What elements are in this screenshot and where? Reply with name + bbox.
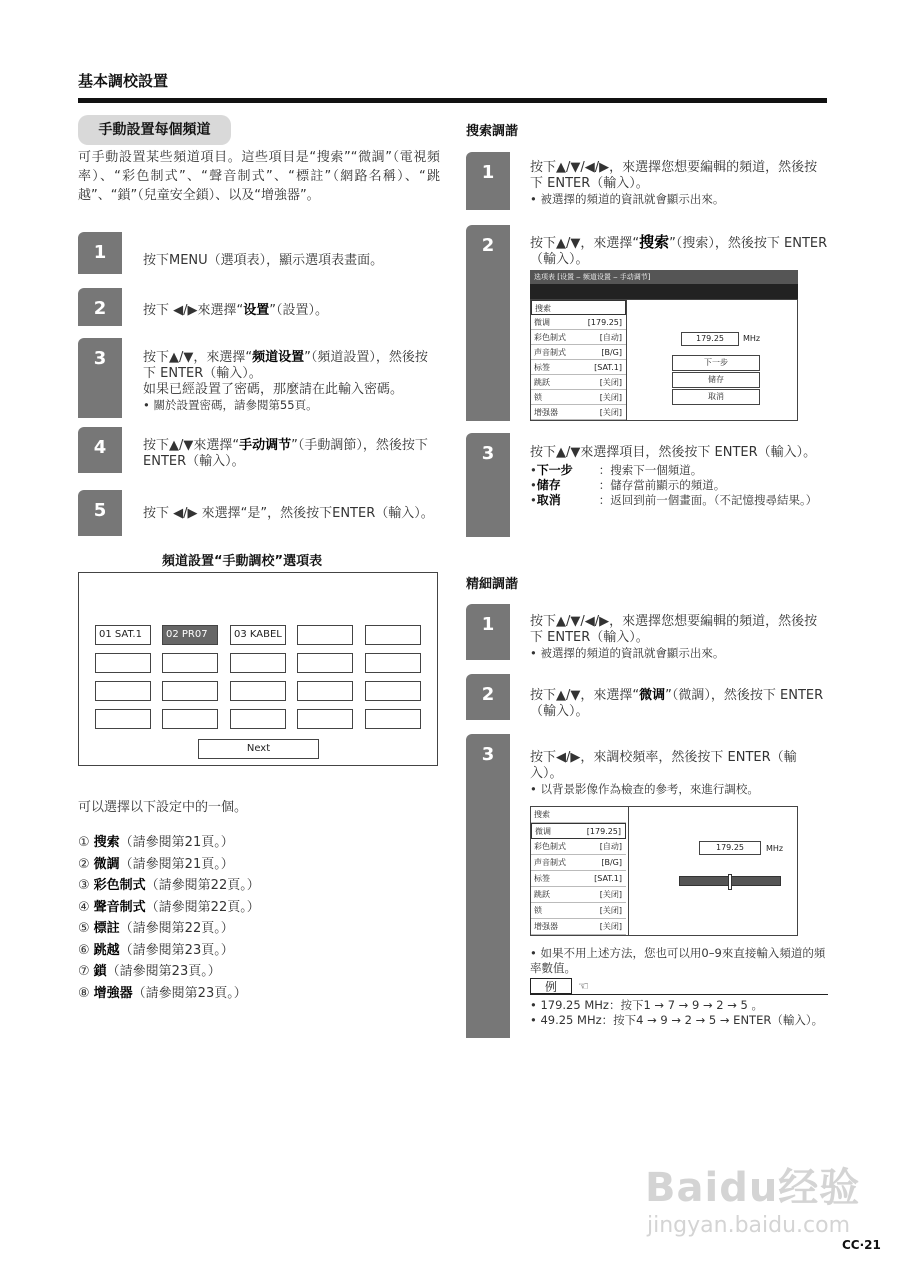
- row-label: 跳跃: [534, 890, 550, 899]
- step-4-bold: 手动调节: [239, 438, 292, 453]
- screen-menu-row[interactable]: [531, 807, 626, 823]
- screen-menu-row[interactable]: [531, 375, 626, 390]
- fine-section-title: 精細調諧: [466, 577, 519, 592]
- step-text: [143, 438, 439, 470]
- search-result-item: [530, 463, 828, 478]
- row-value: [179.25]: [587, 318, 622, 327]
- search-step-3: [530, 445, 828, 508]
- option-number: ②: [78, 856, 90, 872]
- fine-step-3-text: 按下◀/▶，來調校頻率，然後按下 ENTER（輸入）。: [530, 750, 797, 781]
- screen-divider: [628, 807, 629, 935]
- section-title: 手動設置每個頻道: [78, 115, 231, 145]
- fine-step-2-bold: 微调: [639, 688, 666, 703]
- row-value: [自动]: [599, 333, 622, 342]
- search-screen: [530, 299, 798, 421]
- fine-step-2-pre: 按下▲/▼，來選擇“: [530, 688, 640, 703]
- row-value: [关闭]: [599, 393, 622, 402]
- option-ref: （請參閱第23頁。）: [119, 942, 234, 958]
- fine-tip: • 如果不用上述方法，您也可以用0–9來直接輸入頻道的頻率數值。: [530, 946, 826, 975]
- option-number: ⑦: [78, 964, 90, 979]
- option-item: [78, 940, 260, 962]
- option-name: 增強器: [93, 985, 133, 1001]
- screen-menu-row[interactable]: [531, 315, 626, 330]
- channel-cell[interactable]: [230, 709, 286, 729]
- option-number: ④: [78, 899, 90, 915]
- step-number: 3: [466, 734, 510, 1038]
- screen-title-bar: 选项表 [设置 ‒ 频道设置 ‒ 手动调节]: [530, 270, 798, 284]
- page-header-title: 基本調校設置: [78, 72, 169, 90]
- channel-cell[interactable]: 01 SAT.1: [95, 625, 151, 645]
- channel-cell[interactable]: [162, 681, 218, 701]
- screen-menu-row[interactable]: [531, 360, 626, 375]
- step-3-extra: 如果已經設置了密碼，那麼請在此輸入密碼。: [143, 382, 404, 397]
- option-item: [78, 875, 260, 897]
- screen-divider: [626, 300, 627, 420]
- channel-cell[interactable]: [230, 681, 286, 701]
- option-number: ①: [78, 835, 90, 850]
- bullet: •: [530, 493, 537, 507]
- step-2-bold: 设置: [243, 303, 270, 318]
- screen-menu-row[interactable]: [531, 919, 626, 935]
- option-ref: （請參閱第21頁。）: [119, 835, 234, 850]
- row-value: [关闭]: [599, 378, 622, 387]
- row-value: [SAT.1]: [594, 363, 622, 372]
- option-ref: （請參閱第22頁。）: [119, 921, 234, 936]
- channel-cell[interactable]: [365, 653, 421, 673]
- search-step-2-post: ”（搜索），然後按下 ENTER（輸入）。: [530, 236, 828, 267]
- options-list: [78, 832, 260, 1004]
- channel-grid-panel: [78, 572, 438, 766]
- row-label: 搜索: [534, 810, 550, 819]
- row-label: 锁: [534, 906, 542, 915]
- fine-step-3: [530, 750, 828, 798]
- item-desc: ：返回到前一個畫面。（不記憶搜尋結果。）: [598, 493, 818, 507]
- row-label: 微调: [534, 318, 550, 327]
- channel-cell[interactable]: [95, 653, 151, 673]
- step-4-post: ”（手動調節），然後按下ENTER（輸入）。: [143, 438, 428, 469]
- search-section-title: 搜索調諧: [466, 124, 519, 139]
- option-name: 聲音制式: [93, 899, 146, 915]
- step-3-bold: 频道设置: [252, 350, 305, 365]
- screen-menu-row[interactable]: [531, 855, 626, 871]
- option-number: ⑤: [78, 921, 90, 936]
- step-3-post: ”（頻道設置），然後按下 ENTER（輸入）。: [143, 350, 428, 381]
- option-ref: （請參閱第22頁。）: [145, 899, 260, 915]
- fine-mhz-unit: MHz: [766, 844, 784, 853]
- slider-handle[interactable]: [728, 874, 732, 890]
- screen-menu-row[interactable]: [531, 330, 626, 345]
- item-key: 储存: [536, 478, 561, 492]
- fine-step-1-note: • 被選擇的頻道的資訊就會顯示出來。: [530, 646, 725, 660]
- row-value: [自动]: [599, 842, 622, 851]
- option-name: 鎖: [93, 964, 107, 979]
- row-value: [B/G]: [601, 858, 622, 867]
- search-step-1-note: • 被選擇的頻道的資訊就會顯示出來。: [530, 192, 725, 206]
- channel-cell[interactable]: [95, 681, 151, 701]
- example-2: • 49.25 MHz：按下4 → 9 → 2 → 5 → ENTER（輸入）。: [530, 1013, 824, 1027]
- example-1: • 179.25 MHz：按下1 → 7 → 9 → 2 → 5 。: [530, 998, 763, 1012]
- step-1-text: 按下MENU（選項表），顯示選項表畫面。: [143, 253, 384, 268]
- option-number: ⑧: [78, 985, 90, 1001]
- search-next-button[interactable]: 下一步: [672, 355, 760, 371]
- option-item: [78, 897, 260, 919]
- next-button[interactable]: Next: [198, 739, 319, 759]
- choose-text: 可以選擇以下設定中的一個。: [78, 800, 248, 815]
- row-label: 彩色制式: [534, 842, 566, 851]
- fine-freq-field[interactable]: 179.25: [699, 841, 761, 855]
- row-value: [关闭]: [599, 408, 622, 417]
- row-label: 搜索: [535, 304, 551, 313]
- channel-cell[interactable]: [297, 653, 353, 673]
- step-text: [143, 506, 439, 522]
- channel-cell[interactable]: [365, 709, 421, 729]
- row-label: 彩色制式: [534, 333, 566, 342]
- screen-menu-row[interactable]: [531, 839, 626, 855]
- option-name: 彩色制式: [93, 878, 146, 893]
- step-number: 2: [466, 225, 510, 421]
- option-name: 跳越: [93, 942, 120, 958]
- row-value: [关闭]: [599, 922, 622, 931]
- watermark: Baidu经验: [645, 1165, 861, 1211]
- screen-menu-row[interactable]: [531, 871, 626, 887]
- bullet: •: [530, 478, 537, 492]
- row-label: 锁: [534, 393, 542, 402]
- step-3-pre: 按下▲/▼，來選擇“: [143, 350, 253, 365]
- option-item: [78, 918, 260, 940]
- item-key: 取消: [536, 493, 561, 507]
- option-name: 標註: [93, 921, 120, 936]
- channel-cell[interactable]: [162, 709, 218, 729]
- screen-menu-row[interactable]: [531, 345, 626, 360]
- step-5-text: 按下 ◀/▶ 來選擇“是”，然後按下ENTER（輸入）。: [143, 506, 434, 521]
- fine-step-2: [530, 688, 828, 720]
- option-number: ③: [78, 878, 90, 893]
- screen-menu-row[interactable]: [531, 300, 626, 315]
- step-4-pre: 按下▲/▼來選擇“: [143, 438, 240, 453]
- row-value: [关闭]: [599, 890, 622, 899]
- step-number: 2: [466, 674, 510, 720]
- channel-cell[interactable]: [365, 625, 421, 645]
- fine-step-1-text: 按下▲/▼/◀/▶，來選擇您想要編輯的頻道，然後按下 ENTER（輸入）。: [530, 614, 818, 645]
- channel-cell[interactable]: [95, 709, 151, 729]
- option-ref: （請參閱第22頁。）: [145, 878, 260, 893]
- step-number: 4: [78, 427, 122, 473]
- row-label: 增强器: [534, 408, 558, 417]
- channel-cell[interactable]: [230, 653, 286, 673]
- option-item: [78, 961, 260, 983]
- option-item: [78, 832, 260, 854]
- search-save-button[interactable]: 储存: [672, 372, 760, 388]
- fine-screen: [530, 806, 798, 936]
- step-number: 1: [466, 604, 510, 660]
- option-name: 搜索: [93, 835, 120, 850]
- item-desc: ：儲存當前顯示的頻道。: [598, 478, 726, 492]
- item-desc: ：搜索下一個頻道。: [598, 463, 703, 477]
- row-value: [B/G]: [601, 348, 622, 357]
- step-text: [143, 303, 443, 319]
- step-2-pre: 按下 ◀/▶來選擇“: [143, 303, 244, 318]
- watermark-url: jingyan.baidu.com: [647, 1213, 851, 1238]
- row-label: 声音制式: [534, 348, 566, 357]
- search-result-item: [530, 478, 828, 493]
- screen-menu-row[interactable]: [531, 390, 626, 405]
- freq-field[interactable]: 179.25: [681, 332, 739, 346]
- step-number: 1: [78, 232, 122, 274]
- option-ref: （請參閱第21頁。）: [119, 856, 234, 872]
- screen-menu-row[interactable]: [531, 823, 626, 839]
- mhz-unit: MHz: [743, 334, 761, 343]
- search-step-1-text: 按下▲/▼/◀/▶，來選擇您想要編輯的頻道，然後按下 ENTER（輸入）。: [530, 160, 818, 191]
- row-label: 声音制式: [534, 858, 566, 867]
- search-cancel-button[interactable]: 取消: [672, 389, 760, 405]
- channel-cell[interactable]: 03 KABEL: [230, 625, 286, 645]
- screen-dark-strip: [530, 284, 798, 299]
- search-step-2-pre: 按下▲/▼，來選擇“: [530, 236, 640, 251]
- search-step-2: [530, 234, 828, 268]
- screen-menu-row[interactable]: [531, 887, 626, 903]
- row-label: 标签: [534, 874, 550, 883]
- option-item: [78, 983, 260, 1005]
- hand-pointer-icon: ☜: [578, 979, 589, 993]
- channel-cell[interactable]: [365, 681, 421, 701]
- search-step-2-bold: 搜索: [639, 233, 670, 251]
- row-label: 标签: [534, 363, 550, 372]
- row-label: 增强器: [534, 922, 558, 931]
- row-value: [关闭]: [599, 906, 622, 915]
- step-number: 5: [78, 490, 122, 536]
- channel-cell[interactable]: [297, 681, 353, 701]
- step-2-post: ”（設置）。: [269, 303, 329, 318]
- fine-step-2-post: ”（微調），然後按下 ENTER（輸入）。: [530, 688, 824, 719]
- intro-text: 可手動設置某些頻道項目。這些項目是“搜索”“微調”（電視頻率）、“彩色制式”、“聲音制式”、“標註”（網路名稱）、“跳越”、“鎖”（兒童安全鎖）、以及“增強器”。: [78, 150, 440, 203]
- row-label: 微调: [535, 827, 551, 836]
- example-rule: [530, 994, 828, 995]
- option-ref: （請參閱第23頁。）: [106, 964, 221, 979]
- row-value: [SAT.1]: [594, 874, 622, 883]
- search-step-3-text: 按下▲/▼來選擇項目，然後按下 ENTER（輸入）。: [530, 445, 817, 460]
- screen-menu-row[interactable]: [531, 903, 626, 919]
- step-text: [143, 350, 439, 414]
- option-item: [78, 854, 260, 876]
- step-3-note: • 關於設置密碼，請參閱第55頁。: [143, 398, 318, 412]
- row-label: 跳跃: [534, 378, 550, 387]
- screen-menu-row[interactable]: [531, 405, 626, 420]
- step-number: 3: [78, 338, 122, 418]
- fine-step-3-note: • 以背景影像作為檢查的參考，來進行調校。: [530, 782, 759, 796]
- fine-step-1: [530, 614, 828, 662]
- channel-cell[interactable]: [297, 709, 353, 729]
- search-step-1: [530, 160, 828, 208]
- step-number: 2: [78, 288, 122, 326]
- bullet: •: [530, 463, 537, 477]
- step-text: [143, 253, 443, 269]
- channel-cell[interactable]: [162, 653, 218, 673]
- example-label: 例: [530, 978, 572, 994]
- option-name: 微調: [93, 856, 120, 872]
- option-number: ⑥: [78, 942, 90, 958]
- search-result-item: [530, 493, 828, 508]
- channel-cell[interactable]: [297, 625, 353, 645]
- fine-tune-slider[interactable]: [679, 876, 781, 886]
- step-number: 1: [466, 152, 510, 210]
- menu-title: 頻道設置“手動調校”選項表: [162, 554, 323, 569]
- header-rule: [78, 98, 827, 103]
- option-ref: （請參閱第23頁。）: [132, 985, 247, 1001]
- channel-cell[interactable]: 02 PR07: [162, 625, 218, 645]
- page-number: CC·21: [842, 1238, 881, 1252]
- item-key: 下一步: [536, 463, 573, 477]
- row-value: [179.25]: [586, 827, 621, 836]
- step-number: 3: [466, 433, 510, 537]
